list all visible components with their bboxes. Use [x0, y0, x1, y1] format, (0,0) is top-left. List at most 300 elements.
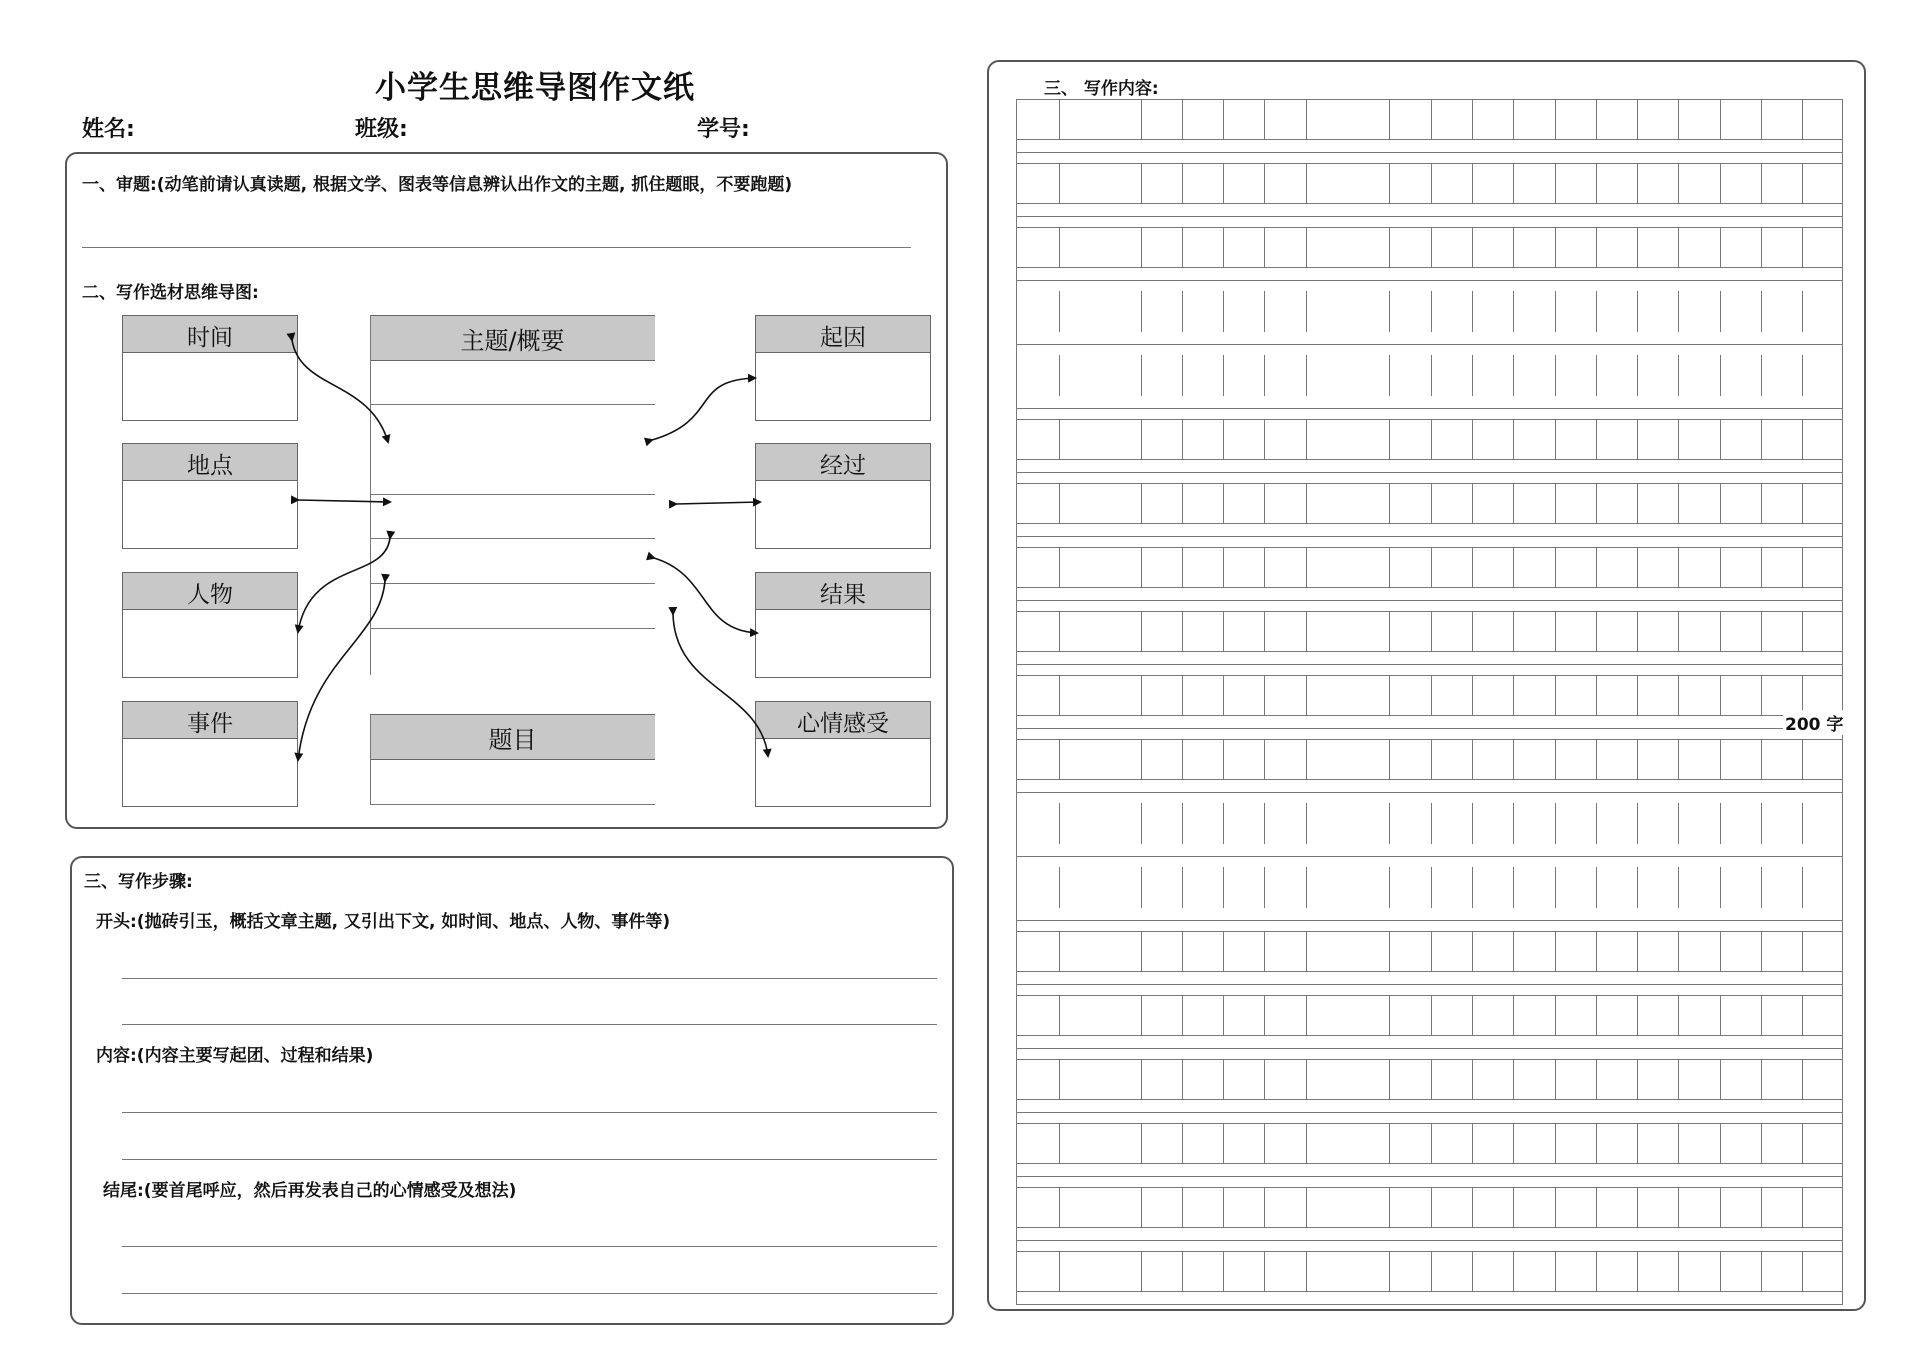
- grid-cell-divider: [1306, 803, 1307, 844]
- audit-title: 一、审题:(动笔前请认真读题, 根据文学、图表等信息辨认出作文的主题, 抓住题眼，不要跑题): [82, 175, 793, 195]
- grid-cell-divider: [1223, 1188, 1224, 1227]
- grid-cell-divider: [1223, 548, 1224, 587]
- grid-cell-divider: [1513, 548, 1514, 587]
- grid-cell-divider: [1472, 1060, 1473, 1099]
- grid-cell-divider: [1389, 1060, 1390, 1099]
- grid-cell-divider: [1720, 676, 1721, 715]
- grid-cell-divider: [1761, 1124, 1762, 1163]
- grid-cell-divider: [1472, 484, 1473, 523]
- grid-row[interactable]: [1016, 867, 1842, 908]
- grid-spacer-line: [1016, 920, 1842, 921]
- grid-cell-divider: [1555, 164, 1556, 203]
- grid-cell-divider: [1596, 484, 1597, 523]
- grid-cell-divider: [1431, 1124, 1432, 1163]
- grid-cell-divider: [1637, 228, 1638, 267]
- grid-cell-divider: [1431, 355, 1432, 396]
- grid-cell-divider: [1389, 612, 1390, 651]
- grid-cell-divider: [1472, 100, 1473, 139]
- grid-cell-divider: [1596, 355, 1597, 396]
- grid-cell-divider: [1596, 100, 1597, 139]
- grid-cell-divider: [1223, 867, 1224, 908]
- grid-cell-divider: [1431, 612, 1432, 651]
- grid-cell-divider: [1059, 291, 1060, 332]
- grid-cell-divider: [1472, 996, 1473, 1035]
- grid-cell-divider: [1389, 291, 1390, 332]
- grid-row[interactable]: [1016, 483, 1842, 524]
- grid-cell-divider: [1141, 932, 1142, 971]
- grid-cell-divider: [1678, 996, 1679, 1035]
- grid-cell-divider: [1637, 803, 1638, 844]
- grid-cell-divider: [1141, 1124, 1142, 1163]
- grid-cell-divider: [1182, 996, 1183, 1035]
- grid-cell-divider: [1389, 100, 1390, 139]
- grid-cell-divider: [1720, 100, 1721, 139]
- grid-cell-divider: [1059, 548, 1060, 587]
- grid-cell-divider: [1389, 484, 1390, 523]
- grid-cell-divider: [1264, 100, 1265, 139]
- opening-label: 开头:(抛砖引玉，概括文章主题, 又引出下文, 如时间、地点、人物、事件等): [96, 912, 671, 932]
- grid-cell-divider: [1223, 484, 1224, 523]
- grid-cell-divider: [1802, 932, 1803, 971]
- grid-cell-divider: [1513, 1124, 1514, 1163]
- grid-cell-divider: [1141, 1252, 1142, 1291]
- grid-cell-divider: [1555, 1124, 1556, 1163]
- grid-spacer-line: [1016, 152, 1842, 153]
- grid-cell-divider: [1513, 676, 1514, 715]
- grid-cell-divider: [1472, 740, 1473, 779]
- grid-cell-divider: [1141, 612, 1142, 651]
- grid-cell-divider: [1059, 996, 1060, 1035]
- grid-cell-divider: [1596, 740, 1597, 779]
- grid-cell-divider: [1141, 548, 1142, 587]
- grid-cell-divider: [1264, 803, 1265, 844]
- grid-cell-divider: [1513, 1188, 1514, 1227]
- grid-cell-divider: [1596, 996, 1597, 1035]
- grid-cell-divider: [1596, 867, 1597, 908]
- grid-cell-divider: [1059, 1188, 1060, 1227]
- grid-cell-divider: [1472, 1252, 1473, 1291]
- grid-cell-divider: [1431, 803, 1432, 844]
- grid-cell-divider: [1389, 355, 1390, 396]
- grid-spacer-line: [1016, 728, 1842, 729]
- grid-row[interactable]: [1016, 1251, 1842, 1292]
- grid-cell-divider: [1141, 676, 1142, 715]
- grid-cell-divider: [1306, 355, 1307, 396]
- grid-cell-divider: [1264, 867, 1265, 908]
- grid-cell-divider: [1761, 676, 1762, 715]
- grid-row[interactable]: [1016, 931, 1842, 972]
- arrow-cause: [652, 378, 755, 440]
- grid-spacer-line: [1016, 280, 1842, 281]
- grid-cell-divider: [1141, 228, 1142, 267]
- grid-cell-divider: [1802, 867, 1803, 908]
- grid-cell-divider: [1223, 1252, 1224, 1291]
- grid-cell-divider: [1513, 164, 1514, 203]
- grid-cell-divider: [1431, 228, 1432, 267]
- grid-cell-divider: [1802, 100, 1803, 139]
- grid-cell-divider: [1306, 932, 1307, 971]
- grid-cell-divider: [1513, 100, 1514, 139]
- grid-cell-divider: [1141, 996, 1142, 1035]
- grid-cell-divider: [1596, 1060, 1597, 1099]
- class-label: 班级:: [355, 117, 408, 142]
- grid-cell-divider: [1389, 932, 1390, 971]
- grid-cell-divider: [1182, 100, 1183, 139]
- grid-cell-divider: [1472, 676, 1473, 715]
- grid-cell-divider: [1513, 1252, 1514, 1291]
- grid-cell-divider: [1223, 1060, 1224, 1099]
- grid-bottom-line: [1016, 1304, 1842, 1305]
- ending-label: 结尾:(要首尾呼应，然后再发表自己的心情感受及想法): [103, 1181, 517, 1201]
- grid-cell-divider: [1389, 1124, 1390, 1163]
- grid-cell-divider: [1059, 612, 1060, 651]
- grid-cell-divider: [1431, 1188, 1432, 1227]
- grid-cell-divider: [1555, 1060, 1556, 1099]
- grid-cell-divider: [1802, 228, 1803, 267]
- grid-cell-divider: [1182, 164, 1183, 203]
- grid-cell-divider: [1637, 548, 1638, 587]
- grid-cell-divider: [1637, 676, 1638, 715]
- grid-cell-divider: [1720, 1188, 1721, 1227]
- arrow-place: [298, 500, 390, 502]
- grid-cell-divider: [1182, 803, 1183, 844]
- grid-cell-divider: [1637, 420, 1638, 459]
- grid-cell-divider: [1472, 1188, 1473, 1227]
- grid-cell-divider: [1678, 867, 1679, 908]
- grid-cell-divider: [1264, 164, 1265, 203]
- grid-cell-divider: [1555, 803, 1556, 844]
- grid-cell-divider: [1264, 355, 1265, 396]
- grid-cell-divider: [1678, 932, 1679, 971]
- grid-spacer-line: [1016, 856, 1842, 857]
- grid-cell-divider: [1761, 164, 1762, 203]
- grid-cell-divider: [1472, 932, 1473, 971]
- grid-row[interactable]: [1016, 1059, 1842, 1100]
- grid-cell-divider: [1720, 612, 1721, 651]
- grid-cell-divider: [1802, 1188, 1803, 1227]
- grid-cell-divider: [1678, 1124, 1679, 1163]
- grid-cell-divider: [1431, 932, 1432, 971]
- grid-cell-divider: [1513, 420, 1514, 459]
- grid-cell-divider: [1223, 1124, 1224, 1163]
- grid-cell-divider: [1223, 164, 1224, 203]
- grid-cell-divider: [1223, 612, 1224, 651]
- grid-cell-divider: [1720, 996, 1721, 1035]
- grid-row[interactable]: [1016, 99, 1842, 140]
- grid-cell-divider: [1389, 1252, 1390, 1291]
- grid-cell-divider: [1264, 291, 1265, 332]
- grid-cell-divider: [1306, 1124, 1307, 1163]
- grid-row[interactable]: [1016, 995, 1842, 1036]
- grid-spacer-line: [1016, 792, 1842, 793]
- grid-cell-divider: [1596, 676, 1597, 715]
- grid-cell-divider: [1389, 740, 1390, 779]
- grid-cell-divider: [1678, 740, 1679, 779]
- grid-cell-divider: [1472, 803, 1473, 844]
- arrow-process: [676, 502, 760, 504]
- grid-row[interactable]: [1016, 1123, 1842, 1164]
- grid-cell-divider: [1059, 740, 1060, 779]
- grid-cell-divider: [1802, 1124, 1803, 1163]
- grid-cell-divider: [1513, 612, 1514, 651]
- grid-cell-divider: [1761, 484, 1762, 523]
- ending-line-2[interactable]: [122, 1293, 937, 1294]
- grid-cell-divider: [1431, 676, 1432, 715]
- grid-cell-divider: [1761, 355, 1762, 396]
- grid-cell-divider: [1389, 228, 1390, 267]
- opening-line-1[interactable]: [122, 978, 937, 979]
- grid-row[interactable]: [1016, 611, 1842, 652]
- grid-cell-divider: [1720, 1060, 1721, 1099]
- grid-cell-divider: [1761, 1060, 1762, 1099]
- grid-cell-divider: [1141, 100, 1142, 139]
- grid-cell-divider: [1431, 867, 1432, 908]
- arrow-people: [298, 538, 390, 632]
- grid-cell-divider: [1264, 420, 1265, 459]
- grid-spacer-line: [1016, 216, 1842, 217]
- grid-cell-divider: [1637, 996, 1638, 1035]
- grid-cell-divider: [1389, 548, 1390, 587]
- grid-row[interactable]: [1016, 163, 1842, 204]
- essay-title-label: 题目: [370, 714, 655, 760]
- grid-cell-divider: [1472, 420, 1473, 459]
- grid-cell-divider: [1306, 228, 1307, 267]
- grid-cell-divider: [1223, 228, 1224, 267]
- steps-title: 三、写作步骤:: [84, 872, 193, 892]
- grid-spacer-line: [1016, 1240, 1842, 1241]
- grid-cell-divider: [1596, 420, 1597, 459]
- grid-cell-divider: [1555, 484, 1556, 523]
- grid-cell-divider: [1182, 612, 1183, 651]
- box-event-label: 事件: [123, 702, 297, 739]
- grid-cell-divider: [1059, 164, 1060, 203]
- grid-cell-divider: [1264, 996, 1265, 1035]
- grid-cell-divider: [1678, 420, 1679, 459]
- grid-row[interactable]: [1016, 291, 1842, 332]
- grid-cell-divider: [1182, 484, 1183, 523]
- grid-cell-divider: [1720, 740, 1721, 779]
- grid-cell-divider: [1637, 932, 1638, 971]
- grid-cell-divider: [1513, 996, 1514, 1035]
- grid-cell-divider: [1720, 867, 1721, 908]
- grid-cell-divider: [1306, 612, 1307, 651]
- grid-cell-divider: [1802, 740, 1803, 779]
- grid-cell-divider: [1555, 1188, 1556, 1227]
- grid-cell-divider: [1802, 355, 1803, 396]
- grid-cell-divider: [1306, 996, 1307, 1035]
- grid-cell-divider: [1059, 803, 1060, 844]
- grid-spacer-line: [1016, 408, 1842, 409]
- grid-cell-divider: [1059, 228, 1060, 267]
- grid-cell-divider: [1389, 803, 1390, 844]
- grid-cell-divider: [1264, 1188, 1265, 1227]
- box-feelings-label: 心情感受: [756, 702, 930, 739]
- grid-cell-divider: [1720, 1252, 1721, 1291]
- grid-cell-divider: [1182, 420, 1183, 459]
- grid-cell-divider: [1182, 291, 1183, 332]
- grid-cell-divider: [1223, 355, 1224, 396]
- grid-left-border: [1016, 99, 1017, 1305]
- grid-cell-divider: [1264, 740, 1265, 779]
- content-line-2[interactable]: [122, 1159, 937, 1160]
- grid-cell-divider: [1389, 996, 1390, 1035]
- grid-cell-divider: [1306, 548, 1307, 587]
- grid-cell-divider: [1182, 932, 1183, 971]
- grid-cell-divider: [1306, 484, 1307, 523]
- grid-cell-divider: [1141, 420, 1142, 459]
- grid-cell-divider: [1802, 803, 1803, 844]
- name-label: 姓名:: [82, 117, 135, 142]
- grid-cell-divider: [1264, 932, 1265, 971]
- grid-cell-divider: [1761, 612, 1762, 651]
- grid-row[interactable]: [1016, 675, 1842, 716]
- grid-cell-divider: [1306, 1188, 1307, 1227]
- grid-cell-divider: [1306, 164, 1307, 203]
- grid-cell-divider: [1059, 100, 1060, 139]
- grid-cell-divider: [1637, 291, 1638, 332]
- grid-cell-divider: [1678, 100, 1679, 139]
- grid-spacer-line: [1016, 344, 1842, 345]
- grid-cell-divider: [1720, 291, 1721, 332]
- grid-cell-divider: [1761, 740, 1762, 779]
- grid-cell-divider: [1555, 1252, 1556, 1291]
- grid-cell-divider: [1306, 867, 1307, 908]
- grid-row[interactable]: [1016, 739, 1842, 780]
- grid-cell-divider: [1223, 803, 1224, 844]
- grid-cell-divider: [1720, 548, 1721, 587]
- grid-cell-divider: [1431, 1252, 1432, 1291]
- grid-cell-divider: [1472, 164, 1473, 203]
- student-id-label: 学号:: [697, 117, 750, 142]
- grid-right-border: [1842, 99, 1843, 1305]
- grid-cell-divider: [1059, 867, 1060, 908]
- grid-cell-divider: [1059, 1252, 1060, 1291]
- grid-cell-divider: [1637, 612, 1638, 651]
- grid-row[interactable]: [1016, 803, 1842, 844]
- opening-line-2[interactable]: [122, 1024, 937, 1025]
- grid-cell-divider: [1637, 1252, 1638, 1291]
- grid-cell-divider: [1555, 867, 1556, 908]
- word-count-marker: 200 字: [1783, 710, 1845, 735]
- grid-cell-divider: [1182, 740, 1183, 779]
- grid-cell-divider: [1306, 676, 1307, 715]
- grid-cell-divider: [1678, 1252, 1679, 1291]
- grid-cell-divider: [1596, 228, 1597, 267]
- grid-cell-divider: [1761, 803, 1762, 844]
- grid-cell-divider: [1555, 740, 1556, 779]
- grid-cell-divider: [1141, 355, 1142, 396]
- grid-cell-divider: [1389, 164, 1390, 203]
- grid-cell-divider: [1720, 484, 1721, 523]
- grid-cell-divider: [1596, 1124, 1597, 1163]
- grid-cell-divider: [1182, 548, 1183, 587]
- grid-cell-divider: [1555, 548, 1556, 587]
- grid-cell-divider: [1761, 548, 1762, 587]
- grid-cell-divider: [1389, 867, 1390, 908]
- grid-cell-divider: [1555, 291, 1556, 332]
- grid-cell-divider: [1059, 484, 1060, 523]
- grid-cell-divider: [1141, 291, 1142, 332]
- grid-row[interactable]: [1016, 1187, 1842, 1228]
- grid-cell-divider: [1678, 612, 1679, 651]
- grid-cell-divider: [1141, 740, 1142, 779]
- grid-cell-divider: [1059, 420, 1060, 459]
- grid-cell-divider: [1678, 1060, 1679, 1099]
- grid-cell-divider: [1141, 164, 1142, 203]
- grid-cell-divider: [1431, 996, 1432, 1035]
- content-line-1[interactable]: [122, 1112, 937, 1113]
- grid-cell-divider: [1802, 164, 1803, 203]
- grid-cell-divider: [1761, 867, 1762, 908]
- grid-cell-divider: [1637, 484, 1638, 523]
- grid-cell-divider: [1059, 676, 1060, 715]
- grid-cell-divider: [1306, 291, 1307, 332]
- grid-cell-divider: [1720, 355, 1721, 396]
- grid-cell-divider: [1761, 420, 1762, 459]
- grid-cell-divider: [1720, 164, 1721, 203]
- grid-row[interactable]: [1016, 547, 1842, 588]
- grid-cell-divider: [1596, 1188, 1597, 1227]
- grid-cell-divider: [1678, 548, 1679, 587]
- box-cause-label: 起因: [756, 316, 930, 353]
- grid-row[interactable]: [1016, 419, 1842, 460]
- grid-cell-divider: [1059, 1060, 1060, 1099]
- grid-cell-divider: [1223, 676, 1224, 715]
- grid-cell-divider: [1802, 291, 1803, 332]
- grid-cell-divider: [1678, 1188, 1679, 1227]
- arrow-feelings: [673, 614, 768, 756]
- grid-cell-divider: [1223, 420, 1224, 459]
- grid-cell-divider: [1141, 803, 1142, 844]
- grid-cell-divider: [1389, 1188, 1390, 1227]
- grid-row[interactable]: [1016, 227, 1842, 268]
- grid-cell-divider: [1802, 1252, 1803, 1291]
- ending-line-1[interactable]: [122, 1246, 937, 1247]
- grid-cell-divider: [1182, 867, 1183, 908]
- grid-cell-divider: [1306, 1060, 1307, 1099]
- grid-cell-divider: [1596, 1252, 1597, 1291]
- grid-cell-divider: [1059, 355, 1060, 396]
- grid-cell-divider: [1678, 228, 1679, 267]
- grid-cell-divider: [1431, 164, 1432, 203]
- grid-spacer-line: [1016, 664, 1842, 665]
- grid-cell-divider: [1223, 932, 1224, 971]
- grid-cell-divider: [1513, 867, 1514, 908]
- grid-cell-divider: [1306, 100, 1307, 139]
- grid-cell-divider: [1264, 676, 1265, 715]
- grid-cell-divider: [1637, 355, 1638, 396]
- grid-cell-divider: [1720, 1124, 1721, 1163]
- grid-cell-divider: [1182, 676, 1183, 715]
- grid-cell-divider: [1223, 291, 1224, 332]
- grid-cell-divider: [1596, 291, 1597, 332]
- grid-cell-divider: [1678, 803, 1679, 844]
- grid-cell-divider: [1555, 100, 1556, 139]
- grid-cell-divider: [1223, 996, 1224, 1035]
- grid-row[interactable]: [1016, 355, 1842, 396]
- grid-cell-divider: [1264, 484, 1265, 523]
- grid-cell-divider: [1182, 1252, 1183, 1291]
- grid-cell-divider: [1802, 484, 1803, 523]
- grid-spacer-line: [1016, 536, 1842, 537]
- grid-cell-divider: [1720, 228, 1721, 267]
- grid-cell-divider: [1306, 740, 1307, 779]
- grid-cell-divider: [1555, 420, 1556, 459]
- content-label: 内容:(内容主要写起团、过程和结果): [96, 1046, 374, 1066]
- grid-cell-divider: [1513, 1060, 1514, 1099]
- grid-cell-divider: [1761, 996, 1762, 1035]
- grid-cell-divider: [1802, 420, 1803, 459]
